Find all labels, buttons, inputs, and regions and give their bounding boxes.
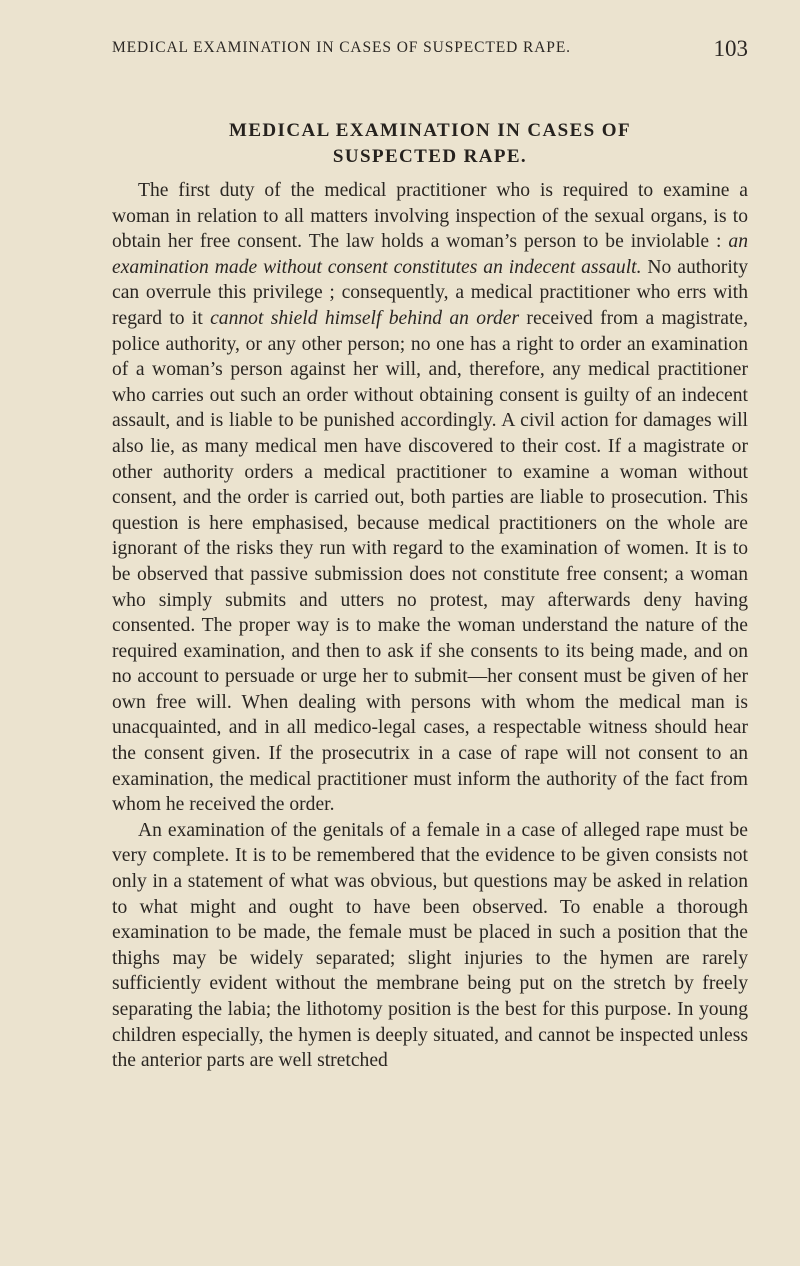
section-title-line-2: SUSPECTED RAPE. — [332, 146, 528, 167]
section-title — [112, 118, 748, 170]
paragraph-examination — [112, 818, 748, 1074]
running-head — [112, 36, 748, 66]
section-title-line-1: MEDICAL EXAMINATION IN CASES OF — [229, 120, 631, 141]
running-title: MEDICAL EXAMINATION IN CASES OF SUSPECTED RAPE. — [112, 39, 571, 56]
paragraph-consent — [112, 178, 748, 818]
italic-run: cannot shield himself behind an order — [210, 307, 520, 329]
italic-run: an examination made without consent constitutes an indecent assault. — [112, 231, 748, 278]
text-run: No authority can overrule this privilege ; consequently, a medical practitioner who errs with regard to it — [112, 256, 749, 329]
text-run: received from a magistrate, police authority, or any other person; no one has a right to order an examination of a woman’s person against her will, and, therefore, any medical practitioner who carries out such an order without obtaining consent is guilty of an indecent assault, and is liable to be punished accordingly. A civil action for damages will also lie, as many medical men have discovered to their cost. If a magistrate or other authority orders a medical practitioner to examine a woman without consent, and the order is carried out, both parties are liable to prosecution. This question is here emphasised, because medical practitioners on the whole are ignorant of the risks they run with regard to the examination of women. It is to be observed that passive submission does not constitute free consent; a woman who simply submits and utters no protest, may afterwards deny having consented. The proper way is to make the woman understand the nature of the required examination, and then to ask if she consents to its being made, and on no account to persuade or urge her to submit—her consent must be given of her own free will. When dealing with persons with whom the medical man is unacquainted, and in all medico-legal cases, a respectable witness should hear the consent given. If the prosecutrix in a case of rape will not consent to an examination, the medical practitioner must inform the authority of the fact from whom he received the order. — [112, 307, 748, 816]
page-number: 103 — [713, 36, 748, 61]
text-run: The first duty of the medical practitioner who is required to examine a woman in relation to all matters involving inspection of the sexual organs, is to obtain her free consent. The law holds a woman’s person to be inviolable : — [112, 180, 748, 253]
body-text — [112, 178, 748, 1074]
text-run: An examination of the genitals of a female in a case of alleged rape must be very complete. It is to be remembered that the evidence to be given consists not only in a statement of what was obvious, but questions may be asked in relation to what might and ought to have been observed. To enable a thorough examination to be made, the female must be placed in such a position that the thighs may be widely separated; slight injuries to the hymen are rarely sufficiently evident without the membrane being put on the stretch by freely separating the labia; the lithotomy position is the best for this purpose. In young children especially, the hymen is deeply situated, and cannot be inspected unless the anterior parts are well stretched — [112, 819, 748, 1072]
